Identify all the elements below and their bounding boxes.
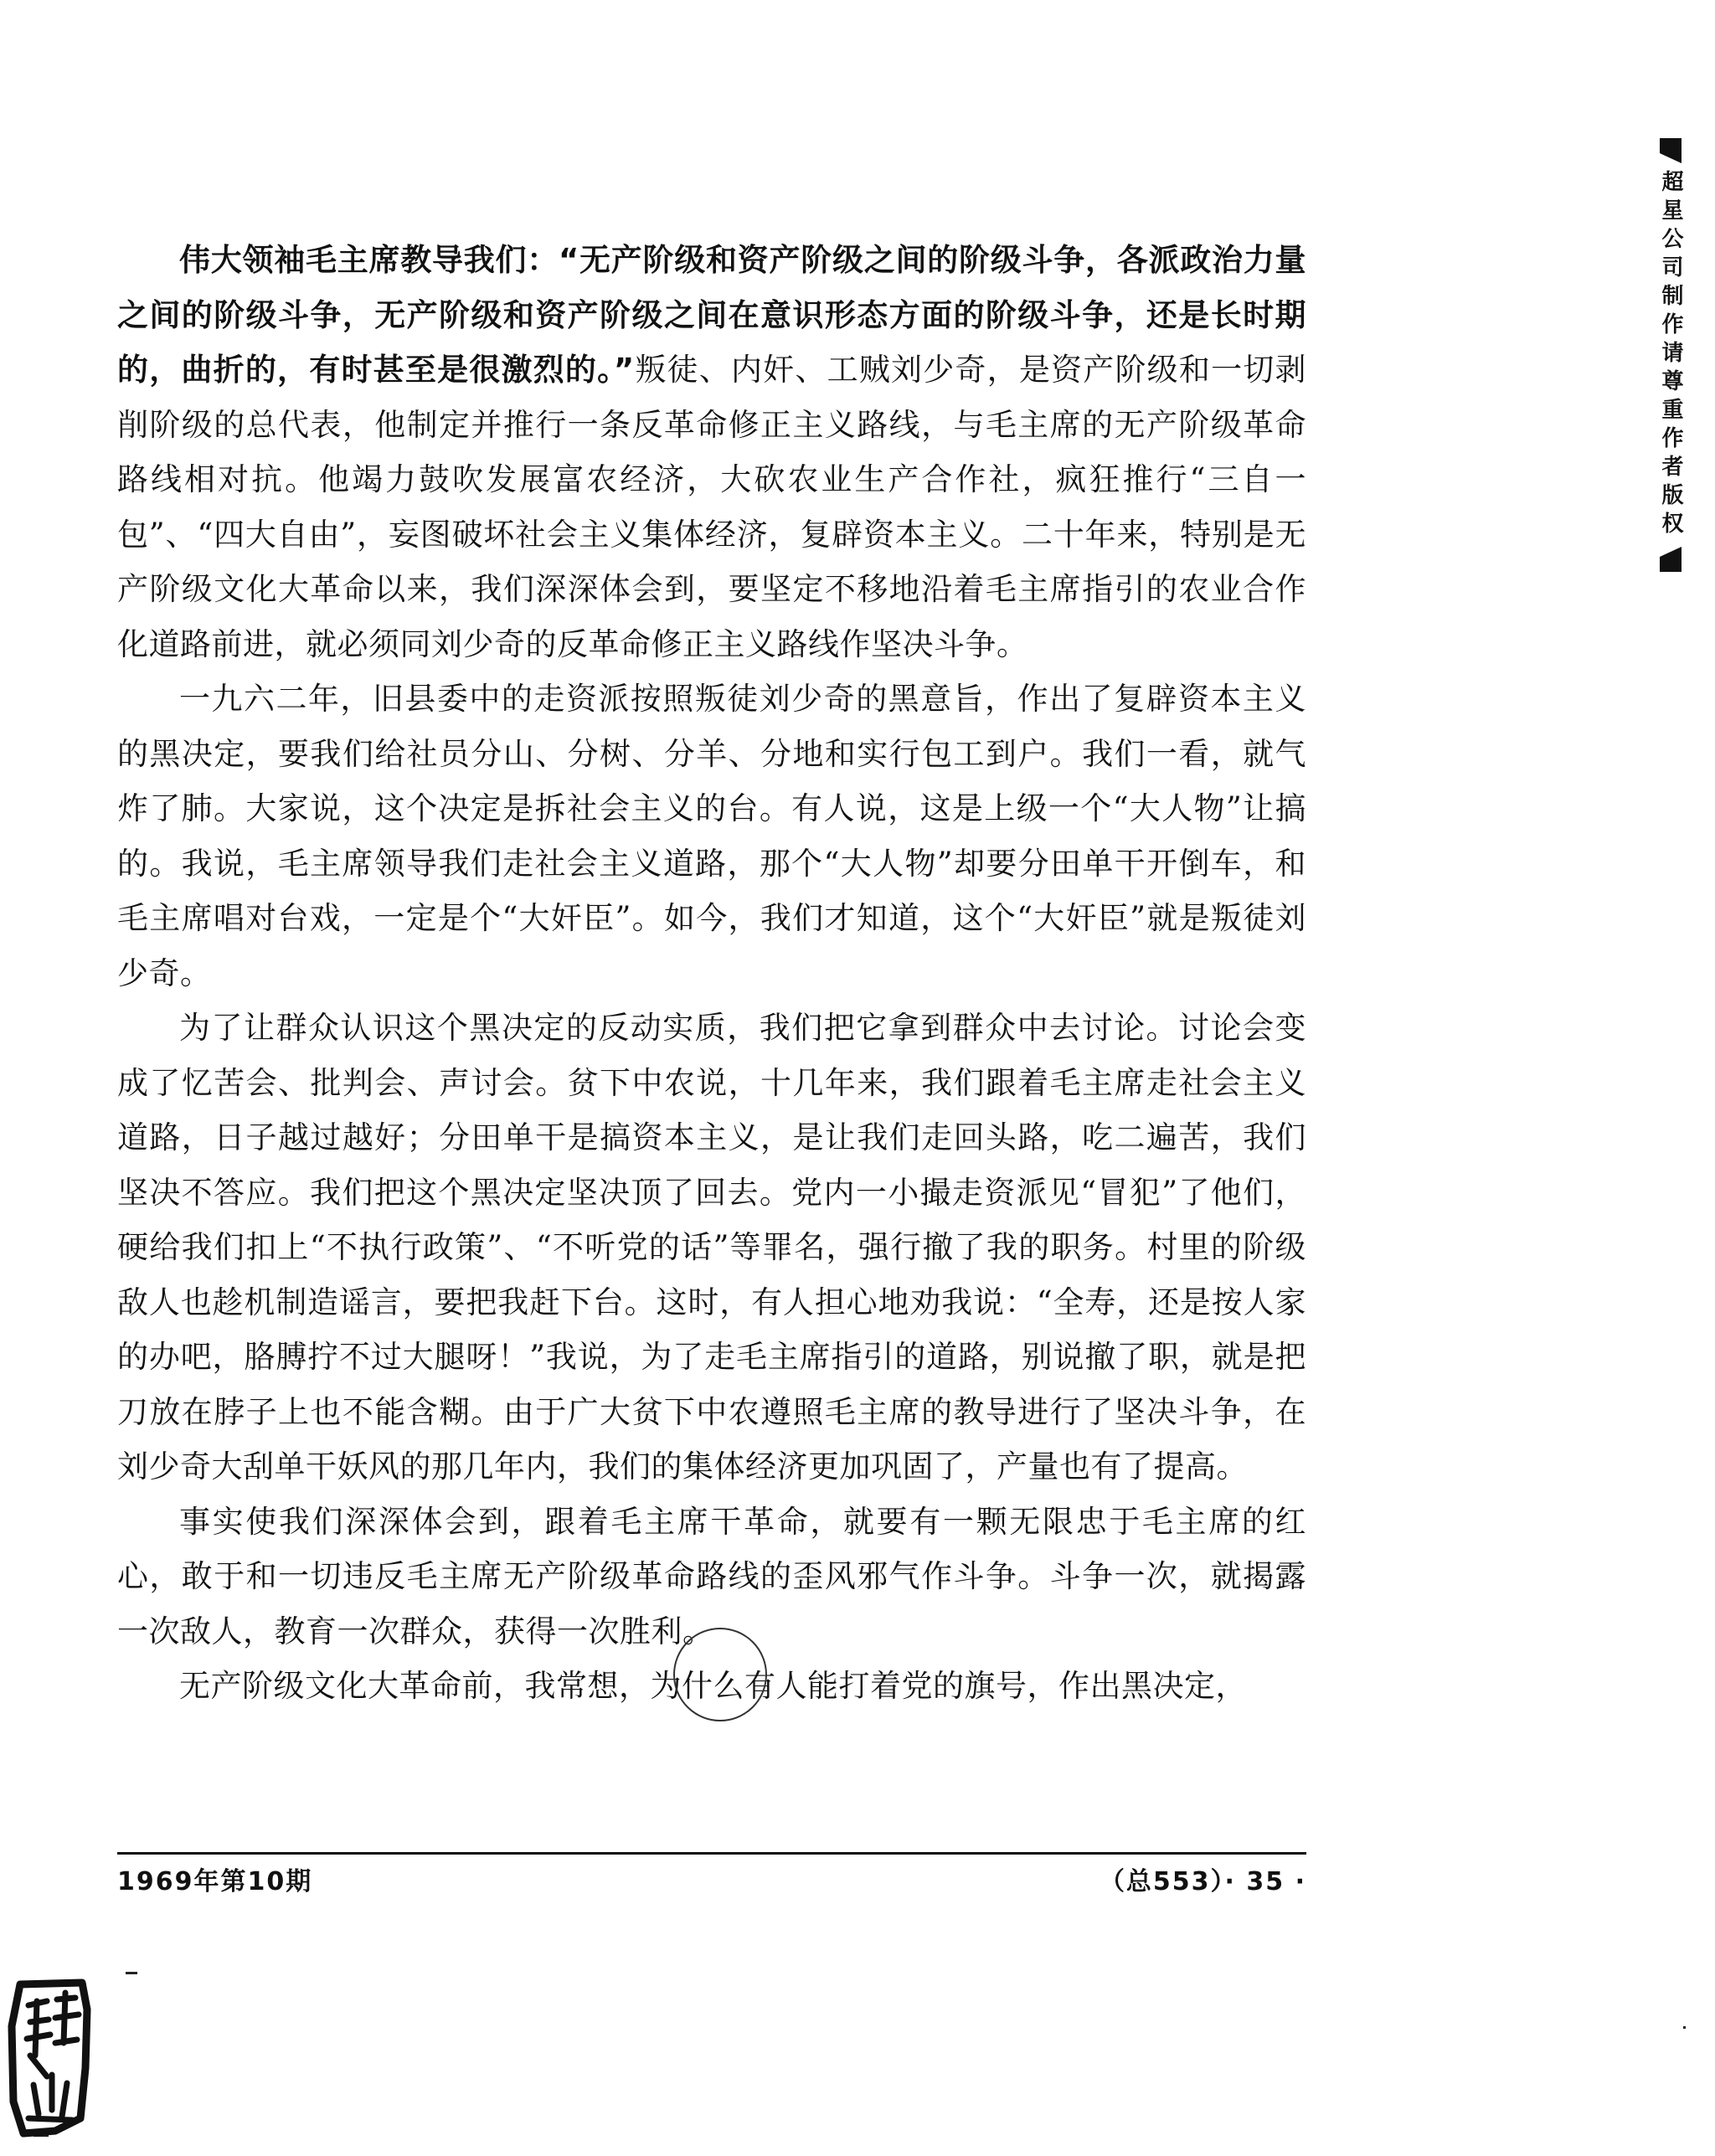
- notice-bar-top: [1660, 138, 1682, 163]
- paragraph-5: 无产阶级文化大革命前，我常想，为什么有人能打着党的旗号，作出黑决定，: [179, 1668, 1247, 1704]
- paragraph-4: 事实使我们深深体会到，跟着毛主席干革命，就要有一颗无限忠于毛主席的红心，敢于和一切违反毛主席无产阶级革命路线的歪风邪气作斗争。斗争一次，就揭露一次敌人，教育一次群众，获得一次胜利。: [117, 1503, 1306, 1649]
- scan-speck: [1683, 2026, 1686, 2029]
- copyright-notice-text: 超星公司制作请尊重作者版权: [1658, 170, 1683, 540]
- paragraph-2: 一九六二年，旧县委中的走资派按照叛徒刘少奇的黑意旨，作出了复辟资本主义的黑决定，要我们给社员分山、分树、分羊、分地和实行包工到户。我们一看，就气炸了肺。大家说，这个决定是拆社会主义的台。有人说，这是上级一个“大人物”让搞的。我说，毛主席领导我们走社会主义道路，那个“大人物”却要分田单干开倒车，和毛主席唱对台戏，一定是个“大奸臣”。如今，我们才知道，这个“大奸臣”就是叛徒刘少奇。: [117, 681, 1306, 991]
- duxiu-seal-logo: [5, 1976, 97, 2143]
- paragraph-1: [117, 233, 1306, 671]
- article-body: [117, 233, 1306, 1714]
- copyright-notice: [1651, 138, 1690, 572]
- page-number: （总553）· 35 ·: [1099, 1867, 1306, 1896]
- mao-quote: 伟大领袖毛主席教导我们：“无产阶级和资产阶级之间的阶级斗争，各派政治力量之间的阶级斗争，无产阶级和资产阶级之间在意识形态方面的阶级斗争，还是长时期的，曲折的，有时甚至是很激烈的。”: [117, 242, 1306, 388]
- stamp-circle-mark: [670, 1624, 770, 1725]
- paragraph-1-text: 叛徒、内奸、工贼刘少奇，是资产阶级和一切剥削阶级的总代表，他制定并推行一条反革命修正主义路线，与毛主席的无产阶级革命路线相对抗。他竭力鼓吹发展富农经济，大砍农业生产合作社，疯狂推行“三自一包”、“四大自由”，妄图破坏社会主义集体经济，复辟资本主义。二十年来，特别是无产阶级文化大革命以来，我们深深体会到，要坚定不移地沿着毛主席指引的农业合作化道路前进，就必须同刘少奇的反革命修正主义路线作坚决斗争。: [117, 352, 1306, 662]
- paragraph-3: 为了让群众认识这个黑决定的反动实质，我们把它拿到群众中去讨论。讨论会变成了忆苦会、批判会、声讨会。贫下中农说，十几年来，我们跟着毛主席走社会主义道路，日子越过越好；分田单干是搞资本主义，是让我们走回头路，吃二遍苦，我们坚决不答应。我们把这个黑决定坚决顶了回去。党内一小撮走资派见“冒犯”了他们，硬给我们扣上“不执行政策”、“不听党的话”等罪名，强行撤了我的职务。村里的阶级敌人也趁机制造谣言，要把我赶下台。这时，有人担心地劝我说：“全寿，还是按人家的办吧，胳膊拧不过大腿呀！”我说，为了走毛主席指引的道路，别说撤了职，就是把刀放在脖子上也不能含糊。由于广大贫下中农遵照毛主席的教导进行了坚决斗争，在刘少奇大刮单干妖风的那几年内，我们的集体经济更加巩固了，产量也有了提高。: [117, 1010, 1306, 1485]
- notice-bar-bottom: [1660, 547, 1682, 572]
- issue-label: 1969年第10期: [117, 1867, 313, 1896]
- footer-rule: [117, 1852, 1306, 1855]
- scan-speck: [126, 1972, 137, 1974]
